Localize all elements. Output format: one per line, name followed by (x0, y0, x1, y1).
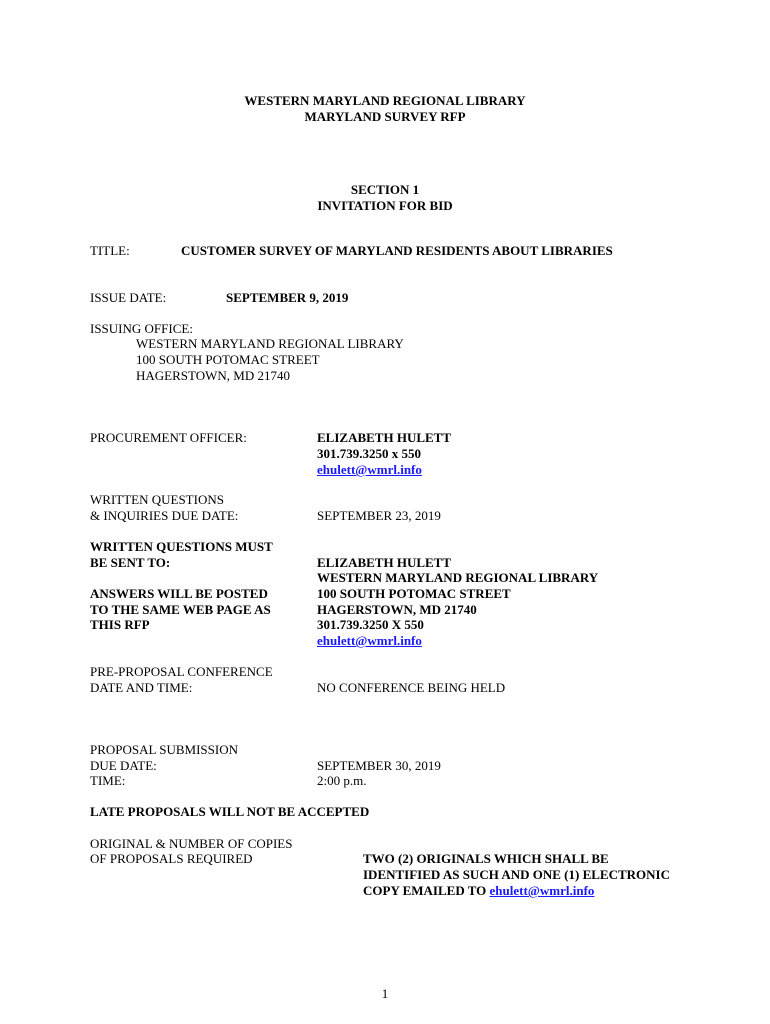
copies-value-line3-prefix: COPY EMAILED TO (363, 883, 490, 898)
written-questions-due-date: SEPTEMBER 23, 2019 (317, 508, 441, 523)
copies-value-line3 (363, 883, 594, 899)
contact-city: HAGERSTOWN, MD 21740 (317, 602, 477, 617)
document-header-line1: WESTERN MARYLAND REGIONAL LIBRARY (244, 93, 526, 108)
issue-date-label: ISSUE DATE: (90, 290, 167, 305)
procurement-officer-label: PROCUREMENT OFFICER: (90, 430, 247, 445)
document-header-line2: MARYLAND SURVEY RFP (304, 109, 466, 124)
copies-value-line1: TWO (2) ORIGINALS WHICH SHALL BE (363, 851, 609, 866)
copies-label-line2: OF PROPOSALS REQUIRED (90, 851, 253, 866)
submission-due-date: SEPTEMBER 30, 2019 (317, 758, 441, 773)
copies-value-line2: IDENTIFIED AS SUCH AND ONE (1) ELECTRONIC (363, 867, 670, 882)
submission-label-line2: DUE DATE: (90, 758, 157, 773)
procurement-officer-phone: 301.739.3250 x 550 (317, 446, 421, 461)
issuing-office-label: ISSUING OFFICE: (90, 321, 193, 336)
procurement-officer-email-link[interactable]: ehulett@wmrl.info (317, 462, 422, 477)
submission-time: 2:00 p.m. (317, 773, 367, 788)
issue-date-value: SEPTEMBER 9, 2019 (226, 290, 349, 305)
sent-to-label-line1: WRITTEN QUESTIONS MUST (90, 539, 273, 554)
issuing-office-line: HAGERSTOWN, MD 21740 (136, 368, 290, 383)
submission-label-line3: TIME: (90, 773, 126, 788)
contact-name: ELIZABETH HULETT (317, 555, 452, 570)
contact-organization: WESTERN MARYLAND REGIONAL LIBRARY (317, 570, 599, 585)
contact-phone: 301.739.3250 X 550 (317, 617, 424, 632)
answers-posted-line3: THIS RFP (90, 617, 150, 632)
copies-label-line1: ORIGINAL & NUMBER OF COPIES (90, 836, 293, 851)
issuing-office-line: 100 SOUTH POTOMAC STREET (136, 352, 320, 367)
conference-label-line2: DATE AND TIME: (90, 680, 193, 695)
issuing-office-line: WESTERN MARYLAND REGIONAL LIBRARY (136, 336, 404, 351)
title-value: CUSTOMER SURVEY OF MARYLAND RESIDENTS ABOUT LIBRARIES (181, 243, 613, 258)
sent-to-label-line2: BE SENT TO: (90, 555, 171, 570)
section-name: INVITATION FOR BID (317, 198, 453, 213)
written-questions-label-line2: & INQUIRIES DUE DATE: (90, 508, 239, 523)
submission-label-line1: PROPOSAL SUBMISSION (90, 742, 238, 757)
answers-posted-line1: ANSWERS WILL BE POSTED (90, 586, 268, 601)
answers-posted-line2: TO THE SAME WEB PAGE AS (90, 602, 271, 617)
page-number: 1 (381, 986, 389, 1001)
section-number: SECTION 1 (350, 182, 420, 197)
contact-email-link[interactable]: ehulett@wmrl.info (317, 633, 422, 648)
title-label: TITLE: (90, 243, 130, 258)
conference-value: NO CONFERENCE BEING HELD (317, 680, 506, 695)
copies-email-link[interactable]: ehulett@wmrl.info (489, 883, 595, 898)
written-questions-label-line1: WRITTEN QUESTIONS (90, 492, 224, 507)
conference-label-line1: PRE-PROPOSAL CONFERENCE (90, 664, 273, 679)
late-proposals-notice: LATE PROPOSALS WILL NOT BE ACCEPTED (90, 804, 370, 819)
contact-street: 100 SOUTH POTOMAC STREET (317, 586, 511, 601)
procurement-officer-name: ELIZABETH HULETT (317, 430, 452, 445)
